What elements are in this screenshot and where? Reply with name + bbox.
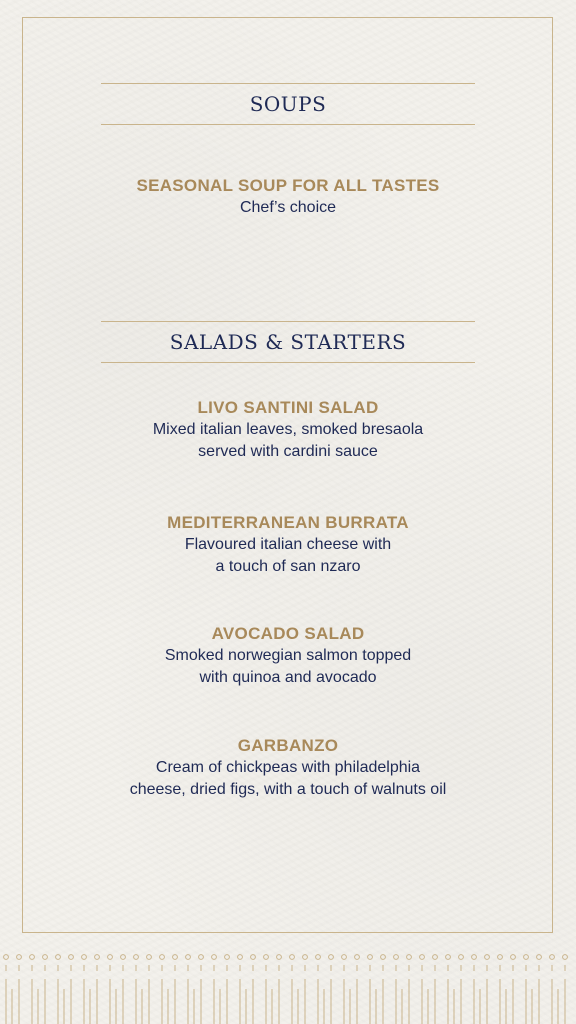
pattern-motif <box>212 955 220 1024</box>
pattern-motif <box>433 955 438 1024</box>
pattern-motif <box>420 955 428 1024</box>
pattern-motif <box>264 955 272 1024</box>
pattern-motif <box>329 955 334 1024</box>
menu-item <box>60 735 516 801</box>
pattern-motif <box>108 955 116 1024</box>
item-desc-line: Cream of chickpeas with philadelphia <box>155 759 421 776</box>
pattern-motif <box>147 955 152 1024</box>
pattern-motif <box>472 955 480 1024</box>
pattern-motif <box>550 955 558 1024</box>
item-desc-line: served with cardini sauce <box>198 443 378 460</box>
pattern-motif <box>485 955 490 1024</box>
section-title-salads-starters: SALADS & STARTERS <box>101 321 475 363</box>
decorative-border-pattern <box>0 949 576 1024</box>
pattern-motif <box>4 955 12 1024</box>
pattern-motif <box>199 955 204 1024</box>
pattern-motif <box>537 955 542 1024</box>
pattern-motif <box>277 955 282 1024</box>
pattern-motif <box>134 955 142 1024</box>
item-desc-line: Chef’s choice <box>239 199 337 216</box>
item-name: AVOCADO SALAD <box>211 624 365 643</box>
menu-item <box>60 175 516 219</box>
pattern-motif <box>459 955 464 1024</box>
pattern-motif <box>17 955 22 1024</box>
item-desc-line: a touch of san nzaro <box>215 558 361 575</box>
pattern-motif <box>355 955 360 1024</box>
menu-item <box>60 397 516 463</box>
item-name: SEASONAL SOUP FOR ALL TASTES <box>136 176 440 195</box>
pattern-motif <box>69 955 74 1024</box>
item-name: LIVO SANTINI SALAD <box>197 398 379 417</box>
pattern-motif <box>186 955 194 1024</box>
item-desc-line: Smoked norwegian salmon topped <box>164 647 412 664</box>
pattern-motif <box>95 955 100 1024</box>
pattern-motif <box>381 955 386 1024</box>
pattern-motif <box>316 955 324 1024</box>
pattern-motif <box>238 955 246 1024</box>
pattern-motif <box>563 955 568 1024</box>
item-name: MEDITERRANEAN BURRATA <box>167 513 409 532</box>
pattern-motif <box>407 955 412 1024</box>
pattern-motif <box>225 955 230 1024</box>
pattern-motif <box>56 955 64 1024</box>
pattern-motif <box>368 955 376 1024</box>
pattern-motif <box>394 955 402 1024</box>
item-desc-line: cheese, dried figs, with a touch of walnuts oil <box>129 781 447 798</box>
item-desc-line: Flavoured italian cheese with <box>184 536 392 553</box>
pattern-motif <box>303 955 308 1024</box>
pattern-motif <box>43 955 48 1024</box>
pattern-motif <box>251 955 256 1024</box>
pattern-motif <box>446 955 454 1024</box>
pattern-motif <box>290 955 298 1024</box>
pattern-motif <box>511 955 516 1024</box>
pattern-motif <box>82 955 90 1024</box>
pattern-motif <box>160 955 168 1024</box>
pattern-motif <box>173 955 178 1024</box>
pattern-motif <box>30 955 38 1024</box>
pattern-motif <box>342 955 350 1024</box>
section-title-soups: SOUPS <box>101 83 475 125</box>
menu-item <box>60 512 516 578</box>
menu-item <box>60 623 516 689</box>
item-desc-line: with quinoa and avocado <box>199 669 377 686</box>
pattern-motif <box>524 955 532 1024</box>
item-name: GARBANZO <box>237 736 339 755</box>
item-desc-line: Mixed italian leaves, smoked bresaola <box>152 421 424 438</box>
pattern-motif <box>121 955 126 1024</box>
pattern-motif <box>498 955 506 1024</box>
